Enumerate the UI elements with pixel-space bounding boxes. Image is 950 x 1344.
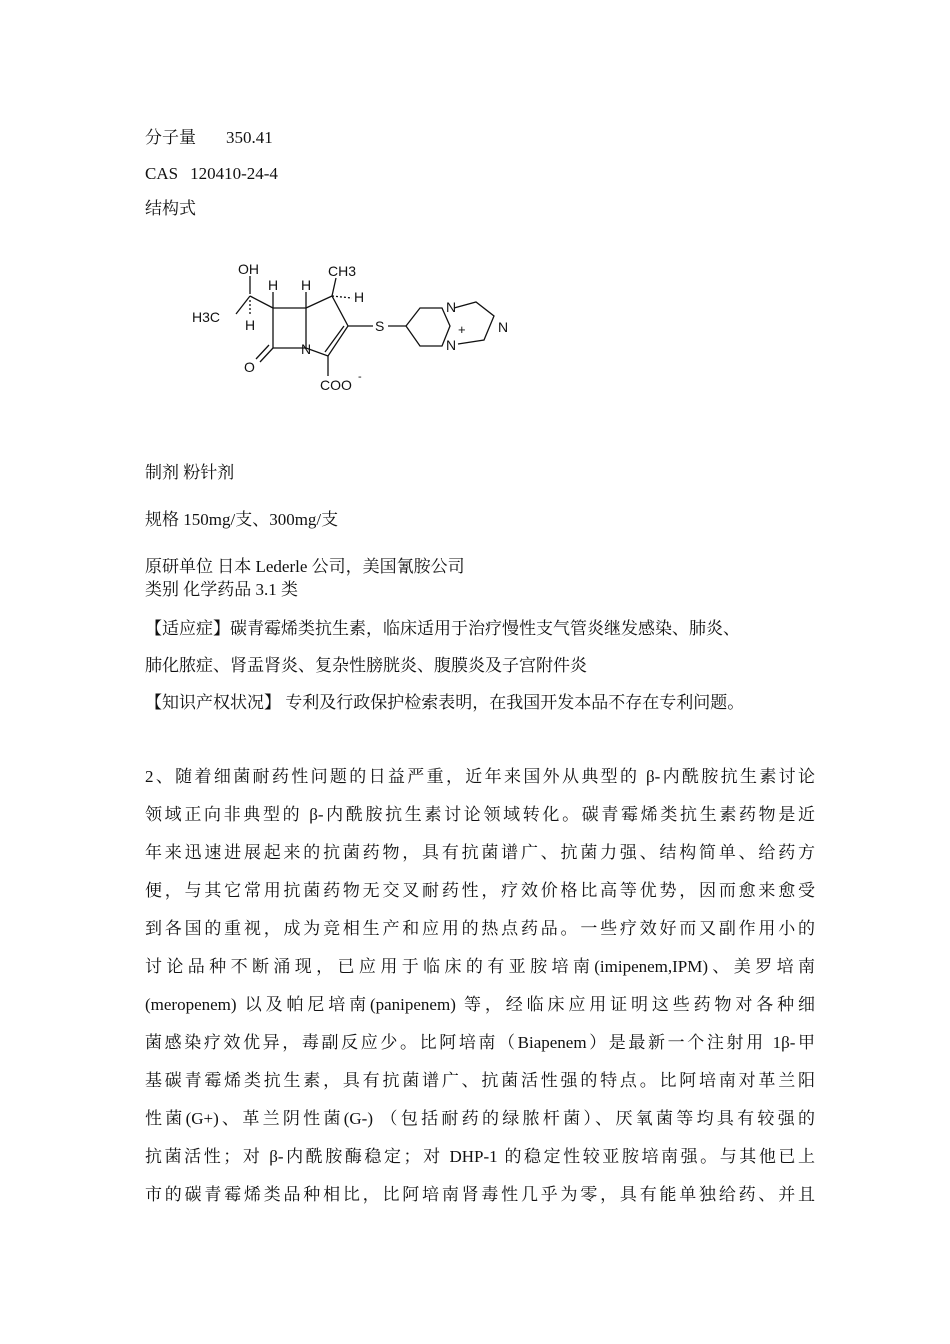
atom-ch3: CH3 xyxy=(328,263,357,279)
atom-n: N xyxy=(301,341,312,357)
atom-h: H xyxy=(354,289,365,305)
bond xyxy=(236,296,250,314)
formulation-line: 制剂 粉针剂 xyxy=(145,463,235,482)
atom-h3c: H3C xyxy=(192,309,221,325)
atom-n: N xyxy=(498,319,509,335)
bond xyxy=(256,345,269,359)
bond xyxy=(332,278,336,296)
molecular-weight-line xyxy=(145,127,273,149)
bond xyxy=(406,308,450,346)
molecular-weight-value: 350.41 xyxy=(226,128,273,147)
cas-line xyxy=(145,163,278,185)
charge-minus: - xyxy=(358,371,362,383)
structural-formula xyxy=(188,256,528,406)
paragraph-line: 性菌(G+)、革兰阴性菌(G-) （包括耐药的绿脓杆菌）、厌氧菌等均具有较强的 xyxy=(145,1109,815,1128)
strength-line: 规格 150mg/支、300mg/支 xyxy=(145,510,339,529)
paragraph-line: 便，与其它常用抗菌药物无交叉耐药性，疗效价格比高等优势，因而愈来愈受 xyxy=(145,881,815,900)
category-line: 类别 化学药品 3.1 类 xyxy=(145,580,298,599)
atom-n: N xyxy=(446,299,457,315)
paragraph-line: 领域正向非典型的 β-内酰胺抗生素讨论领域转化。碳青霉烯类抗生素药物是近 xyxy=(145,805,815,824)
paragraph-line: 基碳青霉烯类抗生素，具有抗菌谱广、抗菌活性强的特点。比阿培南对革兰阳 xyxy=(145,1071,815,1090)
atom-o: O xyxy=(244,359,255,375)
paragraph-line: 菌感染疗效优异，毒副反应少。比阿培南（Biapenem）是最新一个注射用 1β-甲 xyxy=(145,1033,815,1052)
origin-line: 原研单位 日本 Lederle 公司，美国氰胺公司 xyxy=(145,557,465,576)
bond xyxy=(325,326,344,352)
paragraph-line: 2、随着细菌耐药性问题的日益严重，近年来国外从典型的 β-内酰胺抗生素讨论 xyxy=(145,767,815,786)
paragraph-line: 市的碳青霉烯类品种相比，比阿培南肾毒性几乎为零，具有能单独给药、并且 xyxy=(145,1185,815,1204)
bond xyxy=(260,348,273,362)
paragraph-line: 讨论品种不断涌现，已应用于临床的有亚胺培南(imipenem,IPM)、美罗培南 xyxy=(145,957,815,976)
cas-label: CAS xyxy=(145,164,179,183)
molecular-weight-label: 分子量 xyxy=(145,128,196,147)
atom-h: H xyxy=(268,277,279,293)
paragraph-line: 年来迅速进展起来的抗菌药物，具有抗菌谱广、抗菌力强、结构简单、给药方 xyxy=(145,843,815,862)
indication-line-1: 【适应症】碳青霉烯类抗生素，临床适用于治疗慢性支气管炎继发感染、肺炎、 xyxy=(145,619,740,638)
ip-status-line: 【知识产权状况】 专利及行政保护检索表明，在我国开发本品不存在专利问题。 xyxy=(145,693,745,712)
charge-plus: + xyxy=(458,322,466,337)
main-paragraph xyxy=(145,766,815,1222)
cas-value: 120410-24-4 xyxy=(190,164,278,183)
indication-line-2: 肺化脓症、肾盂肾炎、复杂性膀胱炎、腹膜炎及子宫附件炎 xyxy=(145,656,587,675)
atom-oh: OH xyxy=(238,261,259,277)
bond xyxy=(306,296,348,356)
bond xyxy=(332,296,352,298)
paragraph-line: 抗菌活性；对 β-内酰胺酶稳定；对 DHP-1 的稳定性较亚胺培南强。与其他已上 xyxy=(145,1147,815,1166)
paragraph-line: (meropenem) 以及帕尼培南(panipenem) 等，经临床应用证明这些药物对各种细 xyxy=(145,995,815,1014)
structure-label: 结构式 xyxy=(145,199,196,218)
bond xyxy=(250,296,273,308)
atom-coo: COO xyxy=(320,377,352,393)
atom-s: S xyxy=(375,318,385,334)
atom-h: H xyxy=(301,277,312,293)
paragraph-line: 到各国的重视，成为竞相生产和应用的热点药品。一些疗效好而又副作用小的 xyxy=(145,919,815,938)
atom-h: H xyxy=(245,317,256,333)
atom-n: N xyxy=(446,337,457,353)
